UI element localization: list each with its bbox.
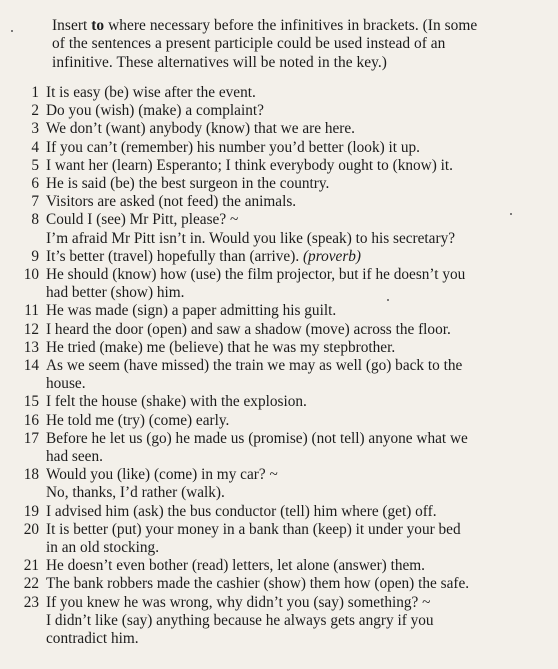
exercise-text [46,594,544,649]
exercise-item [14,575,544,593]
exercise-line: It’s better (travel) hopefully than (arrive). (proverb) [46,247,362,265]
exercise-number: 2 [31,102,39,120]
exercise-line: He tried (make) me (believe) that he was my stepbrother. [46,338,396,356]
exercise-line: I felt the house (shake) with the explosion. [46,393,307,411]
exercise-text [46,157,544,175]
exercise-line: He told me (try) (come) early. [46,411,230,429]
exercise-instructions [52,17,544,72]
exercise-number: 15 [23,393,39,411]
exercise-text [46,412,544,430]
exercise-number: 16 [23,411,39,429]
exercise-text [46,466,544,502]
exercise-line: I want her (learn) Esperanto; I think everybody ought to (know) it. [46,156,453,174]
exercise-item [14,193,544,211]
exercise-item [14,521,544,557]
exercise-line: It is easy (be) wise after the event. [46,84,256,101]
exercise-line: contradict him. [46,630,139,648]
exercise-item [14,557,544,575]
exercise-line: He doesn’t even bother (read) letters, let alone (answer) them. [46,557,426,575]
exercise-number: 11 [24,302,39,320]
exercise-text [46,503,544,521]
exercise-line: The bank robbers made the cashier (show) them how (open) the safe. [46,575,470,593]
exercise-line: I didn’t like (say) anything because he always gets angry if you [46,611,434,629]
exercise-item [14,157,544,175]
exercise-number: 8 [31,211,39,229]
exercise-line: had seen. [46,448,103,466]
exercise-item [14,120,544,138]
exercise-item [14,248,544,266]
exercise-line: He is said (be) the best surgeon in the country. [46,175,330,193]
exercise-list [14,84,544,648]
exercise-line: He should (know) how (use) the film projector, but if he doesn’t you [46,266,466,284]
exercise-text [46,302,544,320]
exercise-line: house. [46,375,86,393]
exercise-line: If you can’t (remember) his number you’d better (look) it up. [46,138,420,156]
exercise-text [46,393,544,411]
exercise-number: 12 [23,320,39,338]
exercise-number: 7 [31,193,39,211]
proverb-note: (proverb) [299,247,362,265]
exercise-line: Before he let us (go) he made us (promise) (not tell) anyone what we [46,429,468,447]
exercise-item [14,466,544,502]
exercise-number: 9 [31,247,39,265]
page-speck [11,30,13,32]
exercise-text [46,339,544,357]
page-speck [510,213,512,215]
page-speck [387,299,389,301]
exercise-number: 17 [23,429,39,447]
exercise-number: 5 [31,156,39,174]
exercise-text [46,357,544,393]
exercise-line: Visitors are asked (not feed) the animals. [46,193,297,211]
exercise-item [14,139,544,157]
instructions-line-3: infinitive. These alternatives will be noted in the key.) [52,53,387,71]
exercise-line: Do you (wish) (make) a complaint? [46,102,264,120]
exercise-item [14,430,544,466]
instructions-line-2: of the sentences a present participle could be used instead of an [52,35,446,53]
exercise-number: 19 [23,502,39,520]
exercise-item [14,339,544,357]
exercise-text [46,557,544,575]
exercise-item [14,321,544,339]
exercise-line: If you knew he was wrong, why didn’t you (say) something? ~ [46,593,431,611]
exercise-item [14,211,544,247]
exercise-item [14,594,544,649]
exercise-number: 20 [23,520,39,538]
exercise-text [46,266,544,302]
exercise-text [46,430,544,466]
exercise-number: 22 [23,575,39,593]
exercise-number: 10 [23,266,39,284]
exercise-item [14,393,544,411]
exercise-text [46,175,544,193]
exercise-text [46,139,544,157]
exercise-line: I heard the door (open) and saw a shadow (move) across the floor. [46,320,451,338]
exercise-line: It is better (put) your money in a bank than (keep) it under your bed [46,520,461,538]
exercise-number: 21 [23,557,39,575]
exercise-line: in an old stocking. [46,539,160,557]
exercise-line: He was made (sign) a paper admitting his guilt. [46,302,337,320]
exercise-number: 23 [23,593,39,611]
exercise-item [14,102,544,120]
exercise-item [14,412,544,430]
exercise-text [46,248,544,266]
exercise-text [46,84,544,102]
exercise-text [46,321,544,339]
exercise-number: 6 [31,175,39,193]
exercise-item [14,84,544,102]
exercise-number: 18 [23,466,39,484]
exercise-line: I’m afraid Mr Pitt isn’t in. Would you like (speak) to his secretary? [46,229,456,247]
exercise-line: No, thanks, I’d rather (walk). [46,484,225,502]
exercise-number: 3 [31,120,39,138]
exercise-text [46,193,544,211]
exercise-text [46,575,544,593]
exercise-line: I advised him (ask) the bus conductor (tell) him where (get) off. [46,502,437,520]
exercise-number: 4 [31,138,39,156]
exercise-text [46,102,544,120]
exercise-item [14,302,544,320]
exercise-text [46,521,544,557]
exercise-line: As we seem (have missed) the train we may as well (go) back to the [46,357,463,375]
exercise-number: 13 [23,338,39,356]
exercise-line: Could I (see) Mr Pitt, please? ~ [46,211,239,229]
exercise-number: 14 [23,357,39,375]
exercise-item [14,175,544,193]
exercise-text [46,120,544,138]
exercise-number: 1 [31,84,39,101]
exercise-item [14,503,544,521]
exercise-item [14,357,544,393]
exercise-item [14,266,544,302]
exercise-line: Would you (like) (come) in my car? ~ [46,466,278,484]
bold-keyword: to [91,17,105,34]
exercise-line: had better (show) him. [46,284,185,302]
instructions-line-1: Insert to where necessary before the infinitives in brackets. (In some [52,17,478,34]
exercise-text [46,211,544,247]
exercise-line: We don’t (want) anybody (know) that we are here. [46,120,355,138]
